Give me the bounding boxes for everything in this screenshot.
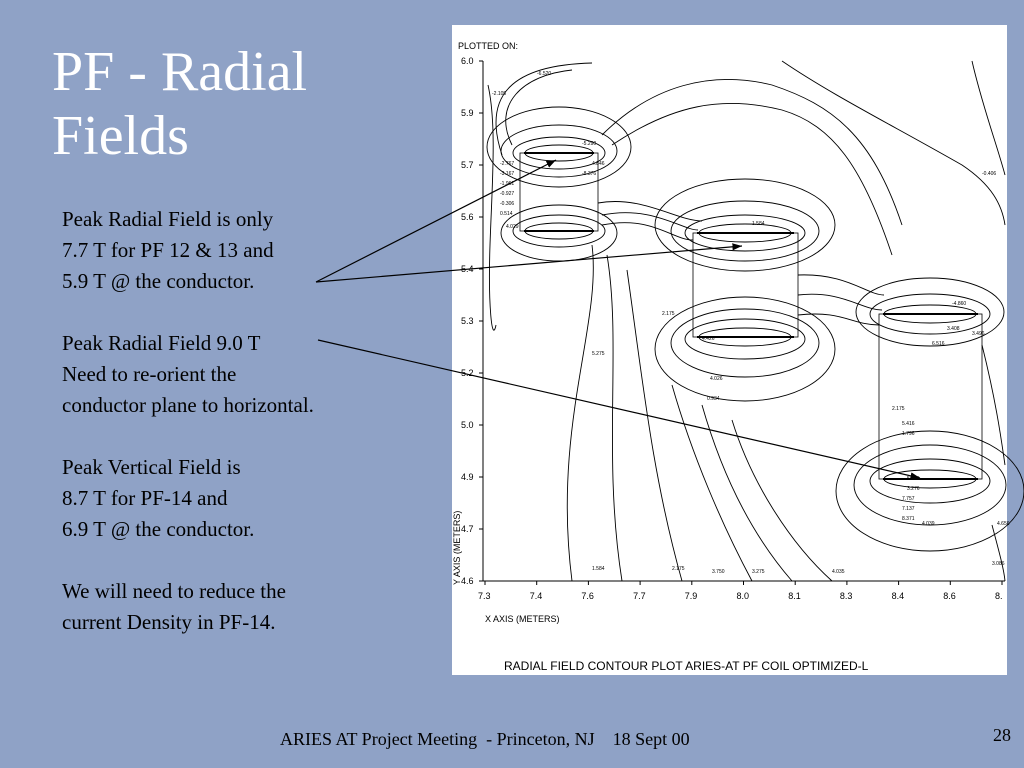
y-tick-label: 5.4 (461, 264, 474, 274)
y-tick-label: 4.6 (461, 576, 474, 586)
contour-value-label: -5.290 (582, 141, 597, 147)
coil-pf13-outline (693, 233, 798, 337)
contour-value-label: -3.167 (500, 171, 515, 177)
contour-value-label: 1.796 (902, 431, 915, 437)
contour-value-label: 4.035 (832, 569, 845, 575)
contour-value-label: 8.371 (902, 516, 915, 522)
slide-body (62, 204, 392, 669)
y-tick-label: 5.9 (461, 108, 474, 118)
contour-line (501, 205, 617, 261)
contour-value-label: -2.767 (500, 161, 515, 167)
paragraph-current-density (62, 576, 392, 638)
contour-value-label: -0.406 (982, 171, 997, 177)
contour-value-label: -4.860 (952, 301, 967, 307)
contour-line (567, 245, 682, 581)
x-tick-label: 8.1 (788, 591, 801, 601)
contour-line (836, 431, 1024, 551)
x-tick-label: 8. (995, 591, 1003, 601)
figure-caption: RADIAL FIELD CONTOUR PLOT ARIES-AT PF COIL OPTIMIZED-L (504, 659, 869, 673)
y-axis-title: Y AXIS (METERS) (452, 510, 462, 585)
contour-plot-figure (452, 25, 1010, 675)
paragraph-radial-field-pf12-13 (62, 204, 392, 297)
contour-value-label: 7.757 (902, 496, 915, 502)
contour-line (602, 79, 902, 255)
contour-value-label: 4.039 (922, 521, 935, 527)
coil-pf12-outline (520, 153, 598, 231)
y-tick-label: 5.6 (461, 212, 474, 222)
text-line: 7.7 T for PF 12 & 13 and (62, 238, 274, 262)
contour-value-label: 7.137 (902, 506, 915, 512)
contour-line (870, 459, 990, 503)
contour-value-label: -8.376 (582, 171, 597, 177)
contour-value-label: 0.514 (500, 211, 513, 217)
contour-value-label: 1.584 (752, 221, 765, 227)
contour-line (488, 85, 496, 330)
contour-line (972, 61, 1005, 175)
contour-value-label: 3.276 (907, 486, 920, 492)
contour-line (672, 385, 832, 581)
y-tick-label: 5.2 (461, 368, 474, 378)
contour-value-label: 2.175 (672, 566, 685, 572)
contour-value-label: 3.086 (992, 561, 1005, 567)
contour-value-label: 5.896 (907, 476, 920, 482)
contour-plot (452, 25, 1010, 675)
title-line-1: PF - Radial (52, 41, 308, 103)
y-tick-labels (461, 56, 483, 586)
x-tick-label: 7.4 (529, 591, 543, 601)
x-tick-label: 7.9 (684, 591, 698, 601)
x-axis-title: X AXIS (METERS) (485, 614, 560, 624)
x-tick-labels (478, 581, 1003, 601)
contour-line (671, 201, 819, 261)
x-tick-label: 7.6 (581, 591, 594, 601)
text-line: conductor plane to horizontal. (62, 393, 314, 417)
contour-line (782, 61, 1005, 225)
text-line: 6.9 T @ the conductor. (62, 517, 255, 541)
contour-value-label: -0.927 (500, 191, 515, 197)
text-line: current Density in PF-14. (62, 610, 276, 634)
contour-value-label: -1.961 (500, 181, 515, 187)
contour-value-label: 4.846 (592, 161, 605, 167)
contour-lines (487, 61, 1024, 581)
text-line: We will need to reduce the (62, 579, 286, 603)
coil-pf14-outline (879, 314, 982, 479)
contour-value-label: 1.584 (592, 566, 605, 572)
contour-line (598, 201, 702, 240)
slide-footer: ARIES AT Project Meeting - Princeton, NJ 18 Sept 00 (280, 729, 690, 749)
contour-value-label: -0.306 (500, 201, 515, 207)
page-number: 28 (993, 725, 1011, 745)
x-tick-label: 8.4 (891, 591, 905, 601)
contour-value-label: 4.656 (997, 521, 1010, 527)
y-tick-label: 5.7 (461, 160, 474, 170)
contour-value-label: 3.275 (752, 569, 765, 575)
x-tick-label: 7.3 (478, 591, 491, 601)
text-line: 8.7 T for PF-14 and (62, 486, 228, 510)
y-tick-label: 4.7 (461, 524, 474, 534)
contour-value-label: 6.516 (932, 341, 945, 347)
text-line: Need to re-orient the (62, 362, 237, 386)
contour-value-label: 4.026 (710, 376, 723, 382)
y-tick-label: 6.0 (461, 56, 474, 66)
text-line: 5.9 T @ the conductor. (62, 269, 255, 293)
x-tick-label: 8.3 (839, 591, 853, 601)
text-line: Peak Radial Field 9.0 T (62, 331, 261, 355)
paragraph-radial-field-9t (62, 328, 392, 421)
contour-line (854, 445, 1006, 525)
x-tick-label: 8.6 (943, 591, 956, 601)
contour-value-label: 0.934 (707, 396, 720, 402)
x-tick-label: 8.0 (736, 591, 750, 601)
contour-value-label: 3.750 (712, 569, 725, 575)
contour-value-label: -2.105 (492, 91, 507, 97)
contour-value-label: 3.408 (947, 326, 960, 332)
y-tick-label: 4.9 (461, 472, 474, 482)
contour-value-label: -6.520 (537, 71, 552, 77)
y-tick-label: 5.0 (461, 420, 474, 430)
contour-value-label: 4.029 (506, 224, 519, 230)
title-line-2: Fields (52, 105, 189, 167)
text-line: Peak Vertical Field is (62, 455, 241, 479)
plotted-on-label: PLOTTED ON: (458, 41, 519, 51)
contour-value-label: 4.426 (702, 336, 715, 342)
contour-value-label: 2.175 (662, 311, 675, 317)
slide-title (52, 40, 382, 168)
y-tick-label: 5.3 (461, 316, 474, 326)
contour-value-label: 5.416 (902, 421, 915, 427)
contour-line (655, 179, 835, 271)
text-line: Peak Radial Field is only (62, 207, 274, 231)
x-tick-label: 7.7 (633, 591, 646, 601)
contour-value-label: 5.275 (592, 351, 605, 357)
contour-value-label: 2.175 (892, 406, 905, 412)
paragraph-vertical-field (62, 452, 392, 545)
contour-line (655, 297, 835, 401)
contour-value-label: 3.496 (972, 331, 985, 337)
